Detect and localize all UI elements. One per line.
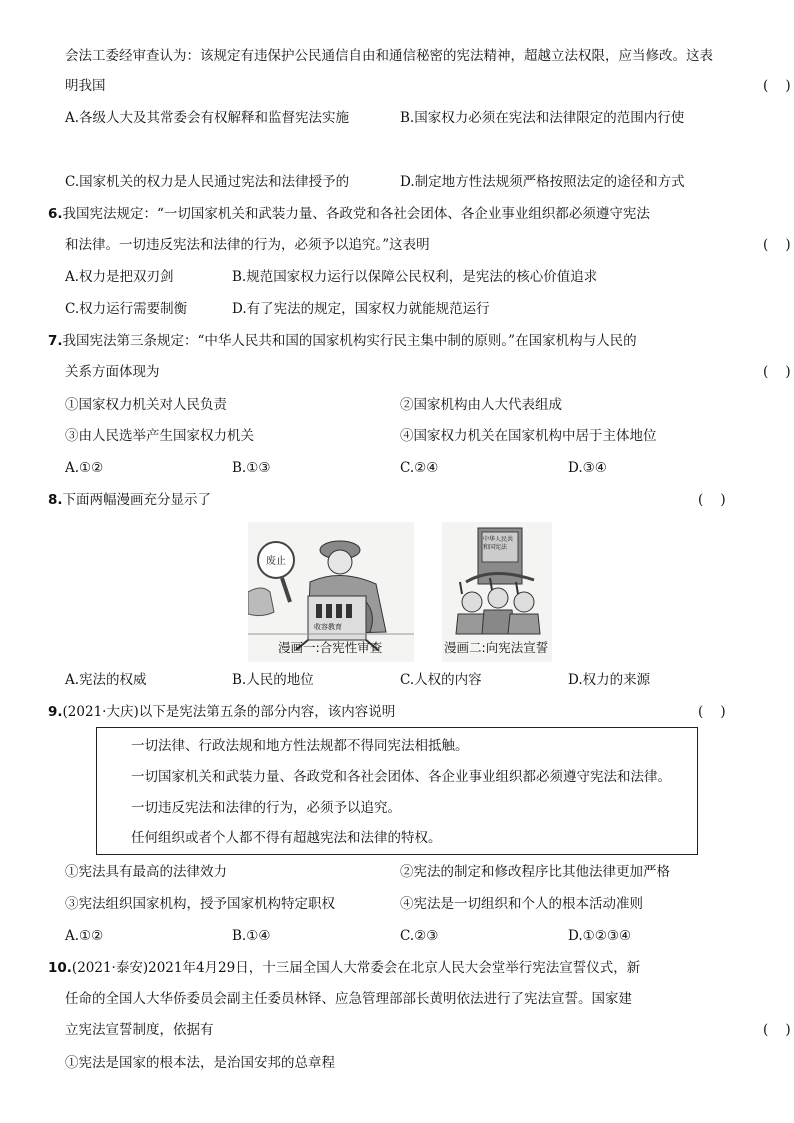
q7-statement-4: ④国家权力机关在国家机构中居于主体地位 xyxy=(400,428,657,444)
q9-answer-paren[interactable]: ( ) xyxy=(698,704,726,720)
q9-option-b[interactable]: B.①④ xyxy=(232,928,271,944)
q10-stem-line3 xyxy=(65,1020,791,1040)
q9-number: 9. xyxy=(48,704,63,720)
q9-statement-2: ②宪法的制定和修改程序比其他法律更加严格 xyxy=(400,864,670,880)
q9-stem-line1 xyxy=(48,702,736,722)
q7-option-d[interactable]: D.③④ xyxy=(568,460,607,476)
q9-quote-line-4: 任何组织或者个人都不得有超越宪法和法律的特权。 xyxy=(131,830,442,846)
q9-option-d[interactable]: D.①②③④ xyxy=(568,928,632,944)
comic-two xyxy=(442,522,552,662)
q9-quote-line-1: 一切法律、行政法规和地方性法规都不得同宪法相抵触。 xyxy=(131,738,469,754)
q6-stem-text1: 我国宪法规定：“一切国家机关和武装力量、各政党和各社会团体、各企业事业组织都必须遵守宪法 xyxy=(62,206,650,222)
q7-option-b[interactable]: B.①③ xyxy=(232,460,271,476)
q8-option-b[interactable]: B.人民的地位 xyxy=(232,672,314,688)
comic-one-sign: 废止 xyxy=(266,556,286,567)
q7-option-a[interactable]: A.①② xyxy=(65,460,104,476)
q9-statement-3: ③宪法组织国家机构，授予国家机构特定职权 xyxy=(65,896,335,912)
q9-stem-text: (2021·大庆)以下是宪法第五条的部分内容，该内容说明 xyxy=(62,704,396,720)
q8-option-a[interactable]: A.宪法的权威 xyxy=(65,672,147,688)
q10-stem-line1 xyxy=(48,958,736,978)
q7-stem-line2 xyxy=(65,362,791,382)
q6-option-d[interactable]: D.有了宪法的规定，国家权力就能规范运行 xyxy=(232,301,490,317)
q10-statement-1: ①宪法是国家的根本法，是治国安邦的总章程 xyxy=(65,1055,335,1071)
q9-quote-line-2: 一切国家机关和武装力量、各政党和各社会团体、各企业事业组织都必须遵守宪法和法律。 xyxy=(131,769,671,785)
q7-stem-line1 xyxy=(48,331,736,351)
q6-stem-line2 xyxy=(65,235,791,255)
q9-statement-1: ①宪法具有最高的法律效力 xyxy=(65,864,227,880)
q9-option-a[interactable]: A.①② xyxy=(65,928,104,944)
q6-stem-text2: 和法律。一切违反宪法和法律的行为，必须予以追究。”这表明 xyxy=(65,237,430,253)
q9-quote-box xyxy=(96,727,698,855)
comic-two-book-label: 中华人民共和国宪法 xyxy=(483,536,514,551)
q10-answer-paren[interactable]: ( ) xyxy=(763,1022,791,1038)
q9-quote-line-3: 一切违反宪法和法律的行为，必须予以追究。 xyxy=(131,800,401,816)
q5-stem-line2 xyxy=(65,76,791,96)
q10-stem-text3: 立宪法宣誓制度，依据有 xyxy=(65,1022,214,1038)
q7-number: 7. xyxy=(48,333,63,349)
comic-one-box-label: 收容教育 xyxy=(314,623,342,631)
q6-option-a[interactable]: A.权力是把双刃剑 xyxy=(65,269,174,285)
q9-statement-4: ④宪法是一切组织和个人的根本活动准则 xyxy=(400,896,643,912)
q8-stem-text: 下面两幅漫画充分显示了 xyxy=(62,492,212,508)
comic-two-caption: 漫画二:向宪法宣誓 xyxy=(444,640,549,655)
q8-option-c[interactable]: C.人权的内容 xyxy=(400,672,482,688)
q6-stem-line1 xyxy=(48,204,736,224)
q7-answer-paren[interactable]: ( ) xyxy=(763,364,791,380)
q7-statement-2: ②国家机构由人大代表组成 xyxy=(400,397,562,413)
q10-stem-line2: 任命的全国人大华侨委员会副主任委员林铎、应急管理部部长黄明依法进行了宪法宣誓。国家建 xyxy=(65,991,632,1007)
comic-one-caption: 漫画一:合宪性审查 xyxy=(278,640,383,655)
q5-option-a[interactable]: A.各级人大及其常委会有权解释和监督宪法实施 xyxy=(65,110,350,126)
q8-stem-line1 xyxy=(48,490,736,510)
q5-stem-line1: 会法工委经审查认为：该规定有违保护公民通信自由和通信秘密的宪法精神，超越立法权限，应当修改。这表 xyxy=(65,48,713,64)
q5-option-b[interactable]: B.国家权力必须在宪法和法律限定的范围内行使 xyxy=(400,110,685,126)
q6-answer-paren[interactable]: ( ) xyxy=(763,237,791,253)
q5-answer-paren[interactable]: ( ) xyxy=(763,78,791,94)
q5-option-c[interactable]: C.国家机关的权力是人民通过宪法和法律授予的 xyxy=(65,174,350,190)
q7-option-c[interactable]: C.②④ xyxy=(400,460,439,476)
q9-option-c[interactable]: C.②③ xyxy=(400,928,439,944)
q8-number: 8. xyxy=(48,492,63,508)
q7-stem-text2: 关系方面体现为 xyxy=(65,364,160,380)
q6-option-c[interactable]: C.权力运行需要制衡 xyxy=(65,301,188,317)
q7-statement-3: ③由人民选举产生国家权力机关 xyxy=(65,428,254,444)
q8-option-d[interactable]: D.权力的来源 xyxy=(568,672,651,688)
q5-option-d[interactable]: D.制定地方性法规须严格按照法定的途径和方式 xyxy=(400,174,685,190)
q6-option-b[interactable]: B.规范国家权力运行以保障公民权利，是宪法的核心价值追求 xyxy=(232,269,598,285)
q10-stem-text1: (2021·泰安)2021年4月29日，十三届全国人大常委会在北京人民大会堂举行宪法宣誓仪式，新 xyxy=(71,960,641,976)
q7-stem-text1: 我国宪法第三条规定：“中华人民共和国的国家机构实行民主集中制的原则。”在国家机构与人民的 xyxy=(62,333,637,349)
q10-number: 10. xyxy=(48,960,72,976)
q8-answer-paren[interactable]: ( ) xyxy=(698,492,726,508)
q7-statement-1: ①国家权力机关对人民负责 xyxy=(65,397,227,413)
comic-one xyxy=(248,522,414,662)
q5-stem-text: 明我国 xyxy=(65,78,106,94)
q6-number: 6. xyxy=(48,206,63,222)
